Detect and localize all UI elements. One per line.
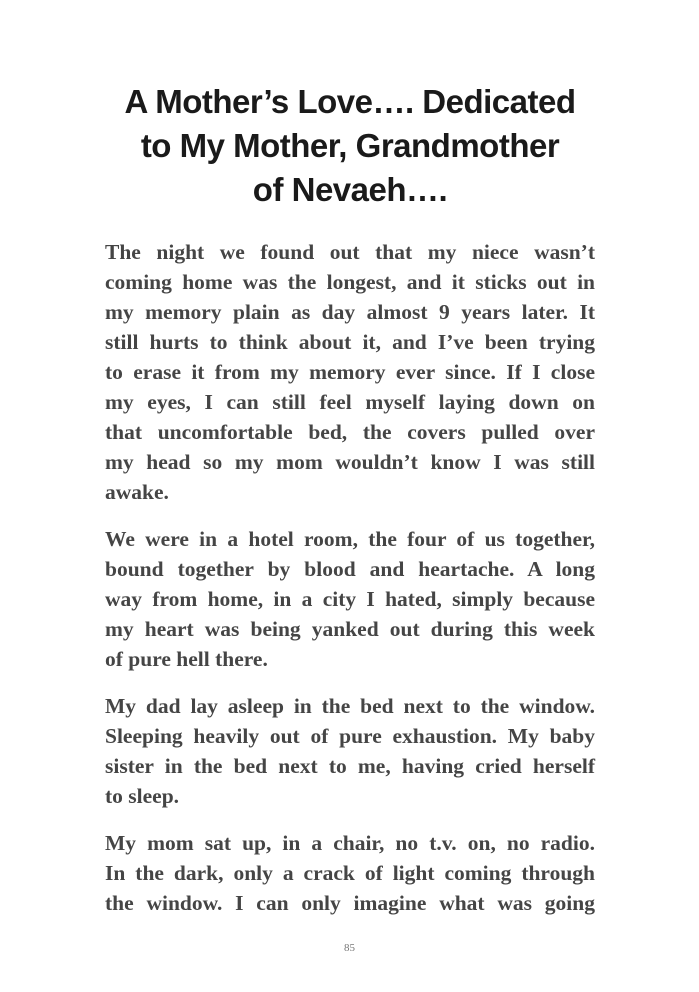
text-line: my memory plain as day almost 9 years later. It (105, 300, 595, 324)
text-line: Sleeping heavily out of pure exhaustion. My baby (105, 724, 595, 748)
text-line: The night we found out that my niece wasn’t (105, 240, 595, 264)
text-line: to erase it from my memory ever since. If I close (105, 360, 595, 384)
paragraph (105, 828, 595, 918)
text-line: still hurts to think about it, and I’ve been trying (105, 330, 595, 354)
text-line: bound together by blood and heartache. A long (105, 557, 595, 581)
paragraph (105, 237, 595, 507)
title-line: of Nevaeh…. (252, 171, 448, 208)
text-line: to sleep. (105, 784, 180, 808)
text-line: of pure hell there. (105, 647, 268, 671)
text-line: My dad lay asleep in the bed next to the window. (105, 694, 595, 718)
page-title (60, 80, 640, 212)
text-line: way from home, in a city I hated, simply because (105, 587, 595, 611)
body-text (105, 237, 595, 935)
text-line: my heart was being yanked out during this week (105, 617, 595, 641)
paragraph (105, 691, 595, 811)
text-line: We were in a hotel room, the four of us together, (105, 527, 595, 551)
paragraph (105, 524, 595, 674)
text-line: awake. (105, 480, 169, 504)
text-line: coming home was the longest, and it sticks out in (105, 270, 595, 294)
text-line: My mom sat up, in a chair, no t.v. on, no radio. (105, 831, 595, 855)
text-line: my head so my mom wouldn’t know I was still (105, 450, 595, 474)
text-line: my eyes, I can still feel myself laying down on (105, 390, 595, 414)
text-line: In the dark, only a crack of light coming through (105, 861, 595, 885)
title-line: A Mother’s Love…. Dedicated (124, 83, 576, 120)
title-line: to My Mother, Grandmother (140, 127, 560, 164)
text-line: that uncomfortable bed, the covers pulled over (105, 420, 595, 444)
text-line: the window. I can only imagine what was going (105, 891, 595, 915)
page-number: 85 (344, 942, 355, 954)
text-line: sister in the bed next to me, having cried herself (105, 754, 595, 778)
